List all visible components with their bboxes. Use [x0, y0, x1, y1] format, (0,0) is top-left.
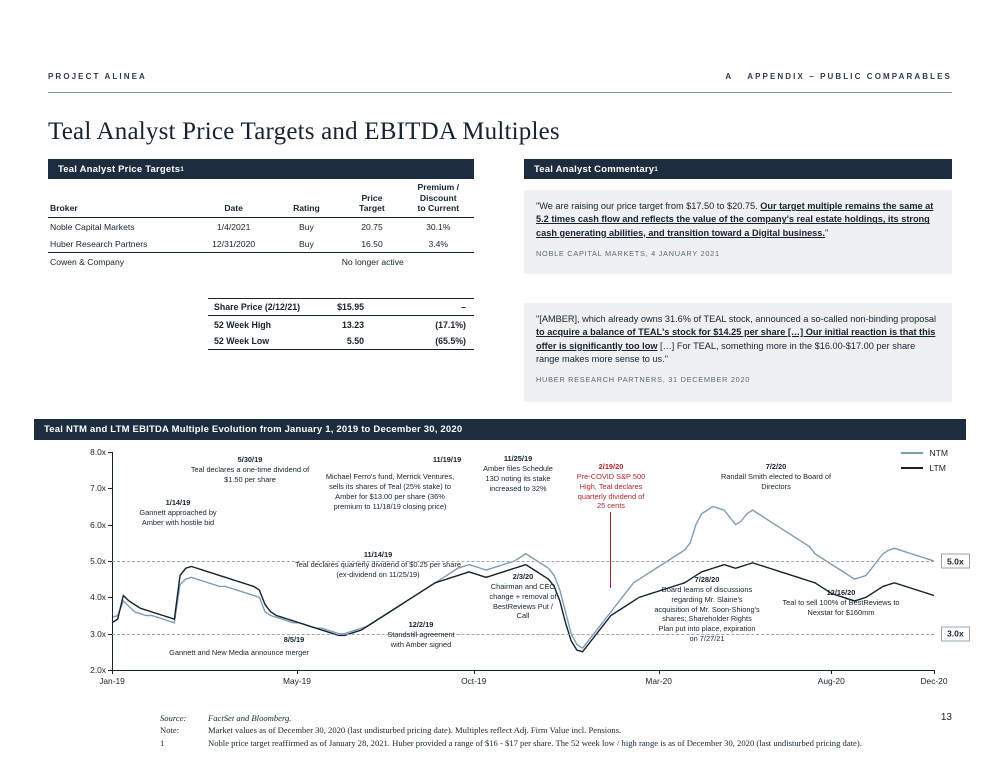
chart-annotation: Michael Ferro's fund, Merrick Ventures, sells its shares of Teal (25% stake) to Amber for $13.00 per share (36% premium to 11/18/19 closing price) — [325, 472, 455, 511]
share-price-label: 52 Week Low — [214, 335, 270, 346]
chart-reference-line — [112, 634, 934, 635]
legend-label-ltm: LTM — [929, 463, 946, 473]
table-row — [48, 218, 474, 236]
chart-annotation: 12/2/19 Standstill agreement with Amber signed — [387, 620, 455, 649]
col-rating: Rating — [271, 182, 341, 218]
chart-y-tick-label: 3.0x — [90, 628, 106, 639]
chart-y-tick-label: 6.0x — [90, 519, 106, 530]
chart-legend — [901, 448, 948, 478]
chart-annotation: 1/14/19 Gannett approached by Amber with hostile bid — [139, 498, 217, 527]
chart-x-tick — [474, 670, 475, 674]
commentary-quote-huber — [524, 303, 952, 402]
cell-premium: 3.4% — [403, 235, 474, 253]
chart-x-tick-label: Jan-19 — [99, 676, 125, 686]
share-price-value: 5.50 — [346, 335, 364, 346]
section-header-price-targets — [48, 159, 474, 179]
chart-reference-line — [112, 561, 934, 562]
chart-reference-label: 5.0x — [941, 554, 970, 569]
chart-x-tick-label: Dec-20 — [920, 676, 948, 686]
section-header-chart — [34, 419, 966, 440]
cell-broker: Cowen & Company — [50, 256, 125, 267]
share-price-pct: – — [461, 302, 466, 313]
chart-y-tick — [108, 452, 112, 453]
share-price-label: Share Price (2/12/21) — [214, 302, 301, 313]
section-header-commentary — [524, 159, 952, 179]
chart-reference-label: 3.0x — [941, 626, 970, 641]
footnotes — [160, 712, 950, 749]
legend-item-ltm — [901, 463, 948, 473]
legend-item-ntm — [901, 448, 948, 458]
chart-x-tick — [831, 670, 832, 674]
header-section — [725, 72, 952, 81]
header-project: PROJECT ALINEA — [48, 72, 147, 81]
chart-x-axis — [112, 670, 934, 671]
chart-x-tick — [112, 670, 113, 674]
share-price-box — [208, 298, 474, 350]
col-price-target: Price Target — [341, 182, 402, 218]
footnote-note: Note: Market values as of December 30, 2020 (last undisturbed pricing date). Multiples reflect Adj. Firm Value incl. Pensions. — [160, 725, 622, 736]
cell-target: 16.50 — [341, 235, 402, 253]
footnote-1: 1 Noble price target reaffirmed as of January 28, 2021. Huber provided a range of $16 - $17 per share. The 52 week low / high range is as of December 30, 2020 (last undisturbed pricing date). — [160, 737, 862, 748]
cell-rating: No longer active — [341, 256, 404, 267]
share-price-row — [208, 316, 474, 333]
cell-rating: Buy — [299, 221, 314, 232]
chart-y-tick — [108, 525, 112, 526]
chart-annotation: 2/3/20 Chairman and CEO change + removal of BestReviews Put / Call — [489, 572, 557, 621]
page-number: 13 — [940, 712, 952, 723]
chart-x-tick-label: May-19 — [282, 676, 311, 686]
share-price-value: $15.95 — [337, 302, 364, 313]
chart-y-tick-label: 2.0x — [90, 665, 106, 675]
quote-text: "[AMBER], which already owns 31.6% of TEAL stock, announced a so-called non-binding proposal to acquire a balance of TEAL's stock for $14.25 per share […] Our initial reaction is that this offer is significantly too low […] For TEAL, something more in the $16.00-$17.00 per share range makes more sense to us." — [536, 314, 937, 365]
chart-x-tick — [659, 670, 660, 674]
cell-date: 1/4/2021 — [216, 221, 251, 232]
share-price-value: 13.23 — [321, 316, 400, 333]
table-row — [48, 253, 474, 271]
chart-annotation: 8/5/19 — [283, 635, 305, 644]
share-price-pct: (17.1%) — [400, 316, 474, 333]
header-section-letter: A — [725, 72, 734, 81]
share-price-row — [208, 333, 474, 349]
quote-source: NOBLE CAPITAL MARKETS, 4 JANUARY 2021 — [536, 249, 720, 259]
commentary-quote-noble — [524, 190, 952, 274]
legend-swatch-ltm — [901, 467, 923, 469]
chart-y-tick — [108, 488, 112, 489]
section-header-price-targets-label: Teal Analyst Price Targets — [58, 163, 181, 175]
chart-annotation: 7/28/20 Board learns of discussions regarding Mr. Slaine's acquisition of Mr. Soon-Shiong's shares; Shareholder Rights Plan put into place, expiration on 7/27/21 — [654, 575, 760, 644]
legend-label-ntm: NTM — [929, 448, 948, 458]
table-row — [48, 235, 474, 253]
chart-annotation: 11/25/19 Amber files Schedule 13D noting its stake increased to 32% — [483, 454, 553, 493]
ebitda-multiple-chart — [34, 440, 966, 698]
chart-event-marker-line — [610, 512, 611, 588]
chart-annotation: Gannett and New Media announce merger — [169, 648, 309, 657]
share-price-pct: (65.5%) — [435, 335, 466, 346]
price-targets-table — [48, 182, 474, 270]
chart-annotation: 12/16/20 Teal to sell 100% of BestReviews to Nexstar for $160mm — [782, 588, 900, 617]
chart-y-tick-label: 8.0x — [90, 447, 106, 457]
chart-y-tick — [108, 597, 112, 598]
footnote-marker: 1 — [180, 165, 185, 173]
footnote-marker: 1 — [654, 165, 659, 173]
share-price-row — [208, 299, 474, 316]
chart-annotation: 11/14/19 Teal declares quarterly dividend of $0.25 per share (ex-dividend on 11/25/19) — [295, 550, 461, 579]
section-header-commentary-label: Teal Analyst Commentary — [534, 163, 655, 175]
chart-annotation: 2/19/20 Pre-COVID S&P 500 High, Teal declares quarterly dividend of 25 cents — [576, 462, 646, 511]
legend-swatch-ntm — [901, 452, 923, 454]
col-broker: Broker — [48, 182, 196, 218]
header-section-name: APPENDIX – PUBLIC COMPARABLES — [747, 72, 952, 81]
chart-y-tick-label: 4.0x — [90, 592, 106, 603]
footnote-source: Source: FactSet and Bloomberg. — [160, 713, 292, 723]
quote-text: "We are raising our price target from $17.50 to $20.75. Our target multiple remains the same at 5.2 times cash flow and reflects the value of the company's real estate holdings, its strong cash generating abilities, and transition toward a Digital business." — [536, 201, 934, 238]
section-header-chart-label: Teal NTM and LTM EBITDA Multiple Evolution from January 1, 2019 to December 30, 2020 — [44, 424, 463, 435]
chart-x-tick — [297, 670, 298, 674]
cell-date: 12/31/2020 — [196, 235, 272, 253]
chart-annotation: 11/19/19 — [432, 455, 462, 464]
chart-x-tick-label: Aug-20 — [817, 676, 845, 686]
col-date: Date — [196, 182, 272, 218]
col-premium-discount: Premium / Discount to Current — [403, 182, 474, 218]
cell-target: 20.75 — [361, 221, 383, 232]
share-price-label: 52 Week High — [208, 316, 321, 333]
chart-annotation: 5/30/19 Teal declares a one-time dividend of $1.50 per share — [190, 455, 310, 484]
quote-source: HUBER RESEARCH PARTNERS, 31 DECEMBER 2020 — [536, 375, 751, 385]
cell-broker: Huber Research Partners — [48, 235, 196, 253]
chart-x-tick-label: Mar-20 — [645, 676, 672, 686]
cell-date — [196, 253, 272, 271]
page-title: Teal Analyst Price Targets and EBITDA Multiples — [48, 118, 560, 145]
header-divider — [48, 92, 952, 93]
chart-x-tick-label: Oct-19 — [461, 676, 487, 686]
cell-broker: Noble Capital Markets — [50, 221, 135, 232]
chart-y-tick-label: 7.0x — [90, 483, 106, 494]
chart-annotation: 7/2/20 Randall Smith elected to Board of Directors — [720, 462, 832, 491]
chart-x-tick — [934, 670, 935, 674]
cell-rating: Buy — [271, 235, 341, 253]
chart-y-tick-label: 5.0x — [90, 556, 106, 566]
cell-premium: 30.1% — [426, 221, 451, 232]
